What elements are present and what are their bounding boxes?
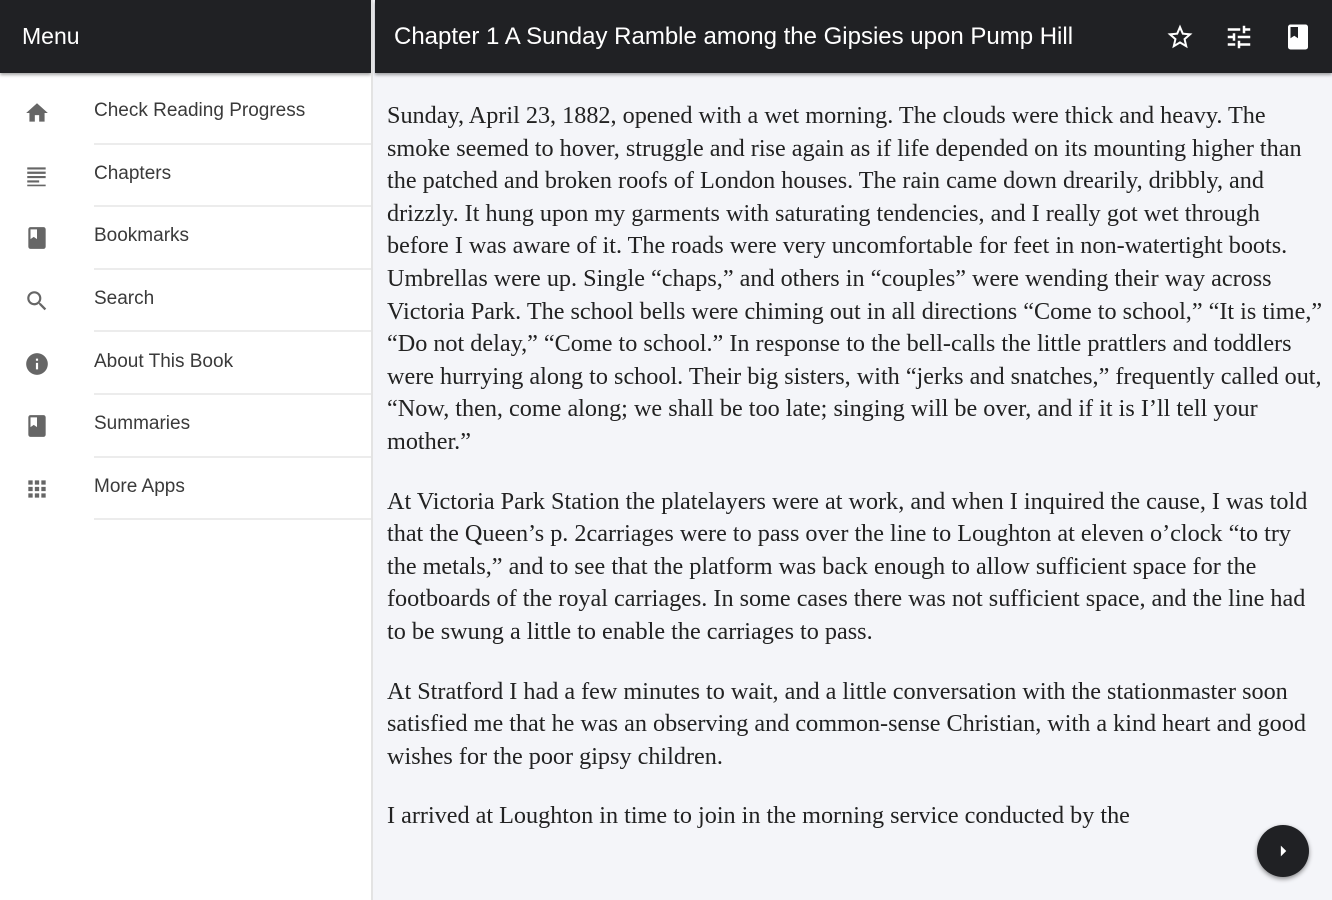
menu-item-label: About This Book [94, 332, 371, 395]
home-icon [23, 99, 51, 127]
book-icon [23, 224, 51, 252]
paragraph: I arrived at Loughton in time to join in the morning service conducted by the [387, 802, 1130, 830]
top-app-bar [375, 0, 1332, 73]
paragraph: Sunday, April 23, 1882, opened with a wet morning. The clouds were thick and heavy. The smoke seemed to hover, struggle and rise again as if life depended on its mounting higher than the patched and broken roofs of London houses. The rain came down drearily, dribbly, and drizzly. It hung upon my garments with saturating tendencies, and I really got wet through before I was aware of it. The roads were very uncomfortable for feet in non-watertight boots. Umbrellas were up. Single “chaps,” and others in “couples” were wending their way across Victoria Park. The school bells were chiming out in all directions “Come to school,” “It is time,” “Do not delay,” “Come to school.” In response to the bell-calls the little prattlers and toddlers were hurrying along to school. Their big sisters, with “jerks and snatches,” frequently called out, “Now, then, come along; we shall be too late; singing will be over, and if it is I’ll tell your mother.” [387, 102, 1323, 455]
star-outline-icon [1165, 22, 1195, 52]
book-icon [23, 412, 51, 440]
chapter-title: Chapter 1 A Sunday Ramble among the Gipsies upon Pump Hill [394, 23, 1074, 50]
info-icon [23, 350, 51, 378]
reader-main [375, 0, 1332, 900]
menu-item-search[interactable] [0, 270, 371, 333]
sliders-icon [1224, 22, 1254, 52]
menu-item-label: Chapters [94, 145, 371, 208]
menu-item-more-apps[interactable] [0, 458, 371, 521]
search-icon [23, 287, 51, 315]
paragraph: At Victoria Park Station the platelayers were at work, and when I inquired the cause, I was told that the Queen’s p. 2carriages were to pass over the line to Loughton at eleven o’clock “to try the metals,” and to see that the platform was back enough to allow sufficient space for the footboards of the royal carriages. In some cases there was not sufficient space, and the line had to be swung a little to enable the carriages to pass. [387, 487, 1308, 645]
list-icon [23, 162, 51, 190]
chapter-text [387, 100, 1323, 900]
display-settings-button[interactable] [1222, 20, 1256, 54]
menu-item-bookmarks[interactable] [0, 207, 371, 270]
menu-item-label: More Apps [94, 458, 371, 521]
menu-item-label: Summaries [94, 395, 371, 458]
menu-title: Menu [0, 0, 371, 73]
sidebar-menu [0, 0, 373, 900]
menu-item-check-reading-progress[interactable] [0, 82, 371, 145]
book-button[interactable] [1281, 20, 1315, 54]
menu-item-about-this-book[interactable] [0, 332, 371, 395]
menu-item-chapters[interactable] [0, 145, 371, 208]
menu-item-label: Check Reading Progress [94, 82, 371, 145]
book-icon [1283, 22, 1313, 52]
next-page-button[interactable] [1257, 825, 1309, 877]
menu-item-summaries[interactable] [0, 395, 371, 458]
apps-grid-icon [23, 475, 51, 503]
menu-item-label: Search [94, 270, 371, 333]
paragraph: At Stratford I had a few minutes to wait, and a little conversation with the stationmaster soon satisfied me that he was an observing and common-sense Christian, with a kind heart and good wishes for the poor gipsy children. [387, 677, 1306, 770]
bookmark-star-button[interactable] [1163, 20, 1197, 54]
menu-list [0, 73, 371, 520]
play-arrow-icon [1270, 838, 1296, 864]
menu-item-label: Bookmarks [94, 207, 371, 270]
